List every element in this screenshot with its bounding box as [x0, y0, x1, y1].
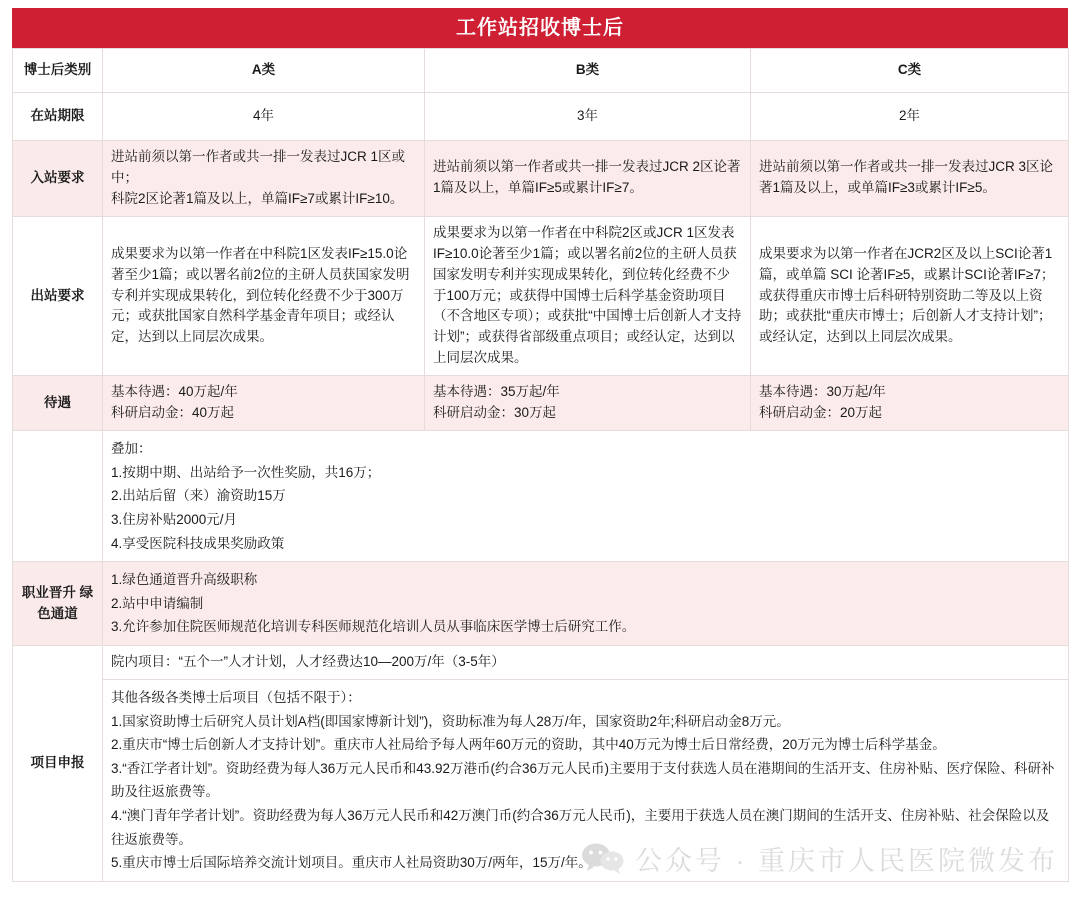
entry-b-line-1: 进站前须以第一作者或共一排一发表过JCR 2区论著1篇及以上，单篇IF≥5或累计IF≥7。 — [433, 159, 741, 196]
entry-requirement-b — [425, 141, 751, 217]
table-row-extra-benefits — [13, 431, 1069, 562]
projects-line-6: 5.重庆市博士后国际培养交流计划项目。重庆市人社局资助30万/两年，15万/年。 — [111, 855, 592, 871]
table-row-projects-internal — [13, 646, 1069, 680]
postdoc-recruitment-table — [12, 48, 1069, 882]
benefits-a-line-1: 基本待遇：40万起/年 — [111, 384, 238, 400]
projects-other-content — [103, 679, 1069, 881]
exit-requirement-b: 成果要求为以第一作者在中科院2区或JCR 1区发表IF≥10.0论著至少1篇；或以署名前2位的主研人员获国家发明专利并实现成果转化，到位转化经费不少于100万元；或获得中国博士后科学基金资助项目（不含地区专项）；或获批“中国博士后创新人才支持计划”；或获得省部级重点项目；或经认定，达到以上同层次成果。 — [425, 216, 751, 375]
row-label-benefits: 待遇 — [13, 376, 103, 431]
column-header-b: B类 — [425, 49, 751, 93]
row-label-extra — [13, 431, 103, 562]
table-row-promotion — [13, 562, 1069, 646]
watermark-text: 公众号 · 重庆市人民医院微发布 — [635, 846, 1058, 876]
row-label-entry: 入站要求 — [13, 141, 103, 217]
extra-line-5: 4.享受医院科技成果奖励政策 — [111, 535, 285, 551]
projects-line-1: 其他各级各类博士后项目（包括不限于）： — [111, 689, 361, 705]
row-label-promotion — [13, 562, 103, 646]
extra-line-3: 2.出站后留（来）渝资助15万 — [111, 488, 286, 504]
column-header-c: C类 — [751, 49, 1069, 93]
term-c: 2年 — [751, 93, 1069, 141]
extra-benefits-content — [103, 431, 1069, 562]
table-row-exit-requirements — [13, 216, 1069, 375]
table-row-category — [13, 49, 1069, 93]
entry-a-line-2: 科院2区论著1篇及以上，单篇IF≥7或累计IF≥10。 — [111, 190, 404, 206]
term-a: 4年 — [103, 93, 425, 141]
promotion-content — [103, 562, 1069, 646]
promotion-label-line-1: 职业晋升 — [21, 584, 76, 600]
table-row-entry-requirements — [13, 141, 1069, 217]
table-row-term — [13, 93, 1069, 141]
benefits-b — [425, 376, 751, 431]
benefits-a-line-2: 科研启动金：40万起 — [111, 405, 235, 421]
benefits-c-line-2: 科研启动金：20万起 — [759, 405, 883, 421]
benefits-c-line-1: 基本待遇：30万起/年 — [759, 384, 886, 400]
extra-line-2: 1.按期中期、出站给予一次性奖励，共16万； — [111, 464, 381, 480]
benefits-b-line-1: 基本待遇：35万起/年 — [433, 384, 560, 400]
promotion-line-1: 1.绿色通道晋升高级职称 — [111, 572, 258, 588]
projects-line-3: 2.重庆市“博士后创新人才支持计划”。重庆市人社局给予每人两年60万元的资助，其中40万元为博士后日常经费，20万元为博士后科学基金。 — [111, 737, 946, 753]
banner-title: 工作站招收博士后 — [12, 8, 1068, 48]
exit-requirement-a: 成果要求为以第一作者在中科院1区发表IF≥15.0论著至少1篇；或以署名前2位的主研人员获国家发明专利并实现成果转化，到位转化经费不少于300万元；或获批国家自然科学基金青年项目；或经认定，达到以上同层次成果。 — [103, 216, 425, 375]
promotion-line-3: 3.允许参加住院医师规范化培训专科医师规范化培训人员从事临床医学博士后研究工作。 — [111, 619, 636, 635]
table-row-projects-other — [13, 679, 1069, 881]
row-label-projects: 项目申报 — [13, 646, 103, 882]
benefits-c — [751, 376, 1069, 431]
benefits-b-line-2: 科研启动金：30万起 — [433, 405, 557, 421]
term-b: 3年 — [425, 93, 751, 141]
projects-line-2: 1.国家资助博士后研究人员计划A档(即国家博新计划”)，资助标准为每人28万/年，国家资助2年;科研启动金8万元。 — [111, 713, 790, 729]
row-label-exit: 出站要求 — [13, 216, 103, 375]
row-label-term: 在站期限 — [13, 93, 103, 141]
table-row-benefits — [13, 376, 1069, 431]
benefits-a — [103, 376, 425, 431]
projects-internal-content: 院内项目：“五个一”人才计划，人才经费达10—200万/年（3-5年） — [103, 646, 1069, 680]
exit-requirement-c: 成果要求为以第一作者在JCR2区及以上SCI论著1篇，或单篇 SCI 论著IF≥5，或累计SCI论著IF≥7；或获得重庆市博士后科研特别资助二等及以上资助；或获批“重庆市博士；后创新人才支持计划”；或经认定，达到以上同层次成果。 — [751, 216, 1069, 375]
row-label-category: 博士后类别 — [13, 49, 103, 93]
promotion-line-2: 2.站中申请编制 — [111, 595, 204, 611]
entry-requirement-c — [751, 141, 1069, 217]
entry-c-line-1: 进站前须以第一作者或共一排一发表过JCR 3区论著1篇及以上，或单篇IF≥3或累计IF≥5。 — [759, 159, 1054, 196]
promotion-label-line-2: 绿色通道 — [37, 584, 94, 621]
extra-line-1: 叠加： — [111, 441, 152, 457]
projects-line-4: 3.“香江学者计划”。资助经费为每人36万元人民币和43.92万港币(约合36万元人民币)主要用于支付获选人员在港期间的生活开支、住房补贴、医疗保险、科研补助及往返旅费等。 — [111, 760, 1055, 800]
entry-a-line-1: 进站前须以第一作者或共一排一发表过JCR 1区或中； — [111, 149, 406, 185]
column-header-a: A类 — [103, 49, 425, 93]
projects-line-5: 4.“澳门青年学者计划”。资助经费为每人36万元人民币和42万澳门币(约合36万元人民币)，主要用于获选人员在澳门期间的生活开支、住房补贴、社会保险以及往返旅费等。 — [111, 808, 1050, 847]
extra-line-4: 3.住房补贴2000元/月 — [111, 511, 238, 527]
entry-requirement-a — [103, 141, 425, 217]
